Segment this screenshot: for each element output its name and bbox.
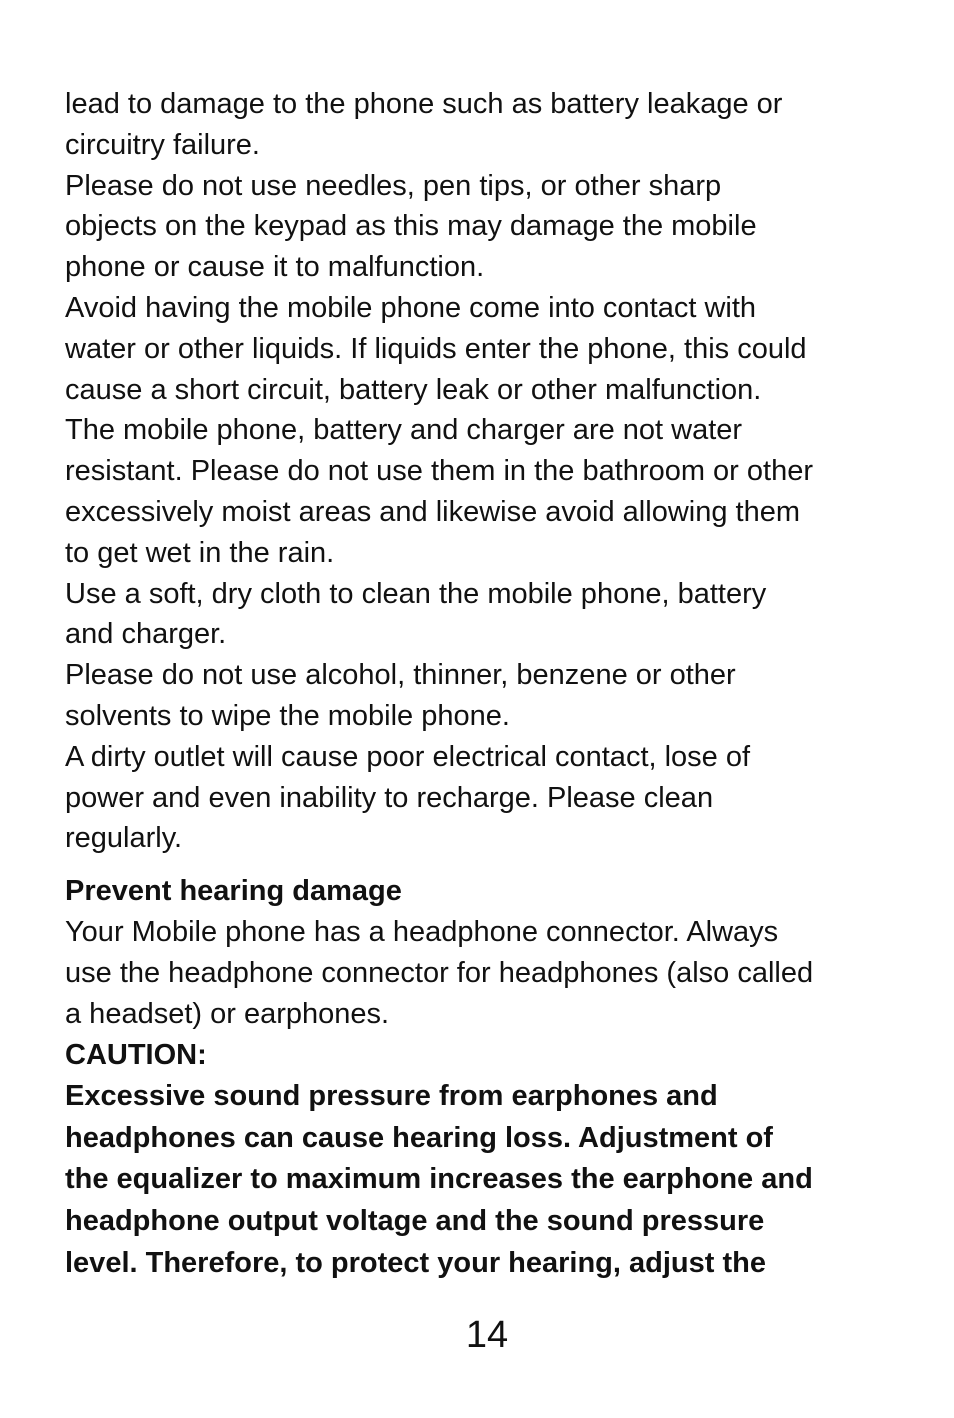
caution-line: headphones can cause hearing loss. Adjustment of — [65, 1121, 773, 1154]
text-line: circuitry failure. — [65, 128, 260, 161]
paragraph-water-resistance — [65, 410, 905, 573]
page-number: 14 — [465, 1314, 509, 1356]
caution-line: the equalizer to maximum increases the earphone and — [65, 1163, 813, 1196]
text-line: objects on the keypad as this may damage the mobile — [65, 210, 757, 243]
paragraph-cleaning-cloth — [65, 574, 905, 656]
text-line: to get wet in the rain. — [65, 536, 335, 569]
text-line: lead to damage to the phone such as battery leakage or — [65, 88, 783, 120]
text-line: Your Mobile phone has a headphone connector. Always — [65, 916, 779, 949]
paragraph-solvents — [65, 655, 905, 737]
text-line: The mobile phone, battery and charger are not water — [65, 414, 743, 447]
caution-line: headphone output voltage and the sound pressure — [65, 1204, 765, 1237]
paragraph-sharp-objects — [65, 166, 905, 288]
text-line: phone or cause it to malfunction. — [65, 251, 485, 284]
text-line: excessively moist areas and likewise avoid allowing them — [65, 495, 800, 528]
text-line: Please do not use needles, pen tips, or other sharp — [65, 169, 722, 202]
paragraph-dirty-outlet — [65, 737, 905, 859]
text-line: Avoid having the mobile phone come into contact with — [65, 291, 757, 324]
text-line: Please do not use alcohol, thinner, benzene or other — [65, 659, 736, 692]
caution-line: level. Therefore, to protect your hearing, adjust the — [65, 1246, 766, 1279]
text-line: Use a soft, dry cloth to clean the mobile phone, battery — [65, 577, 767, 610]
text-line: cause a short circuit, battery leak or other malfunction. — [65, 373, 762, 406]
text-line: power and even inability to recharge. Please clean — [65, 781, 714, 814]
text-line: and charger. — [65, 618, 227, 651]
caution-line: Excessive sound pressure from earphones and — [65, 1080, 718, 1113]
text-line: a headset) or earphones. — [65, 997, 390, 1030]
section-heading: Prevent hearing damage — [65, 875, 402, 908]
document-page — [65, 84, 905, 1284]
text-line: water or other liquids. If liquids enter the phone, this could — [65, 332, 807, 365]
text-line: A dirty outlet will cause poor electrical contact, lose of — [65, 740, 751, 773]
text-line: use the headphone connector for headphones (also called — [65, 956, 814, 989]
section-body — [65, 912, 905, 1034]
caution-label: CAUTION: — [65, 1038, 207, 1071]
paragraph-battery-leakage — [65, 84, 905, 166]
paragraph-liquids — [65, 288, 905, 410]
text-line: regularly. — [65, 822, 183, 855]
text-line: resistant. Please do not use them in the bathroom or other — [65, 455, 813, 488]
caution-text — [65, 1076, 905, 1284]
text-line: solvents to wipe the mobile phone. — [65, 699, 510, 732]
